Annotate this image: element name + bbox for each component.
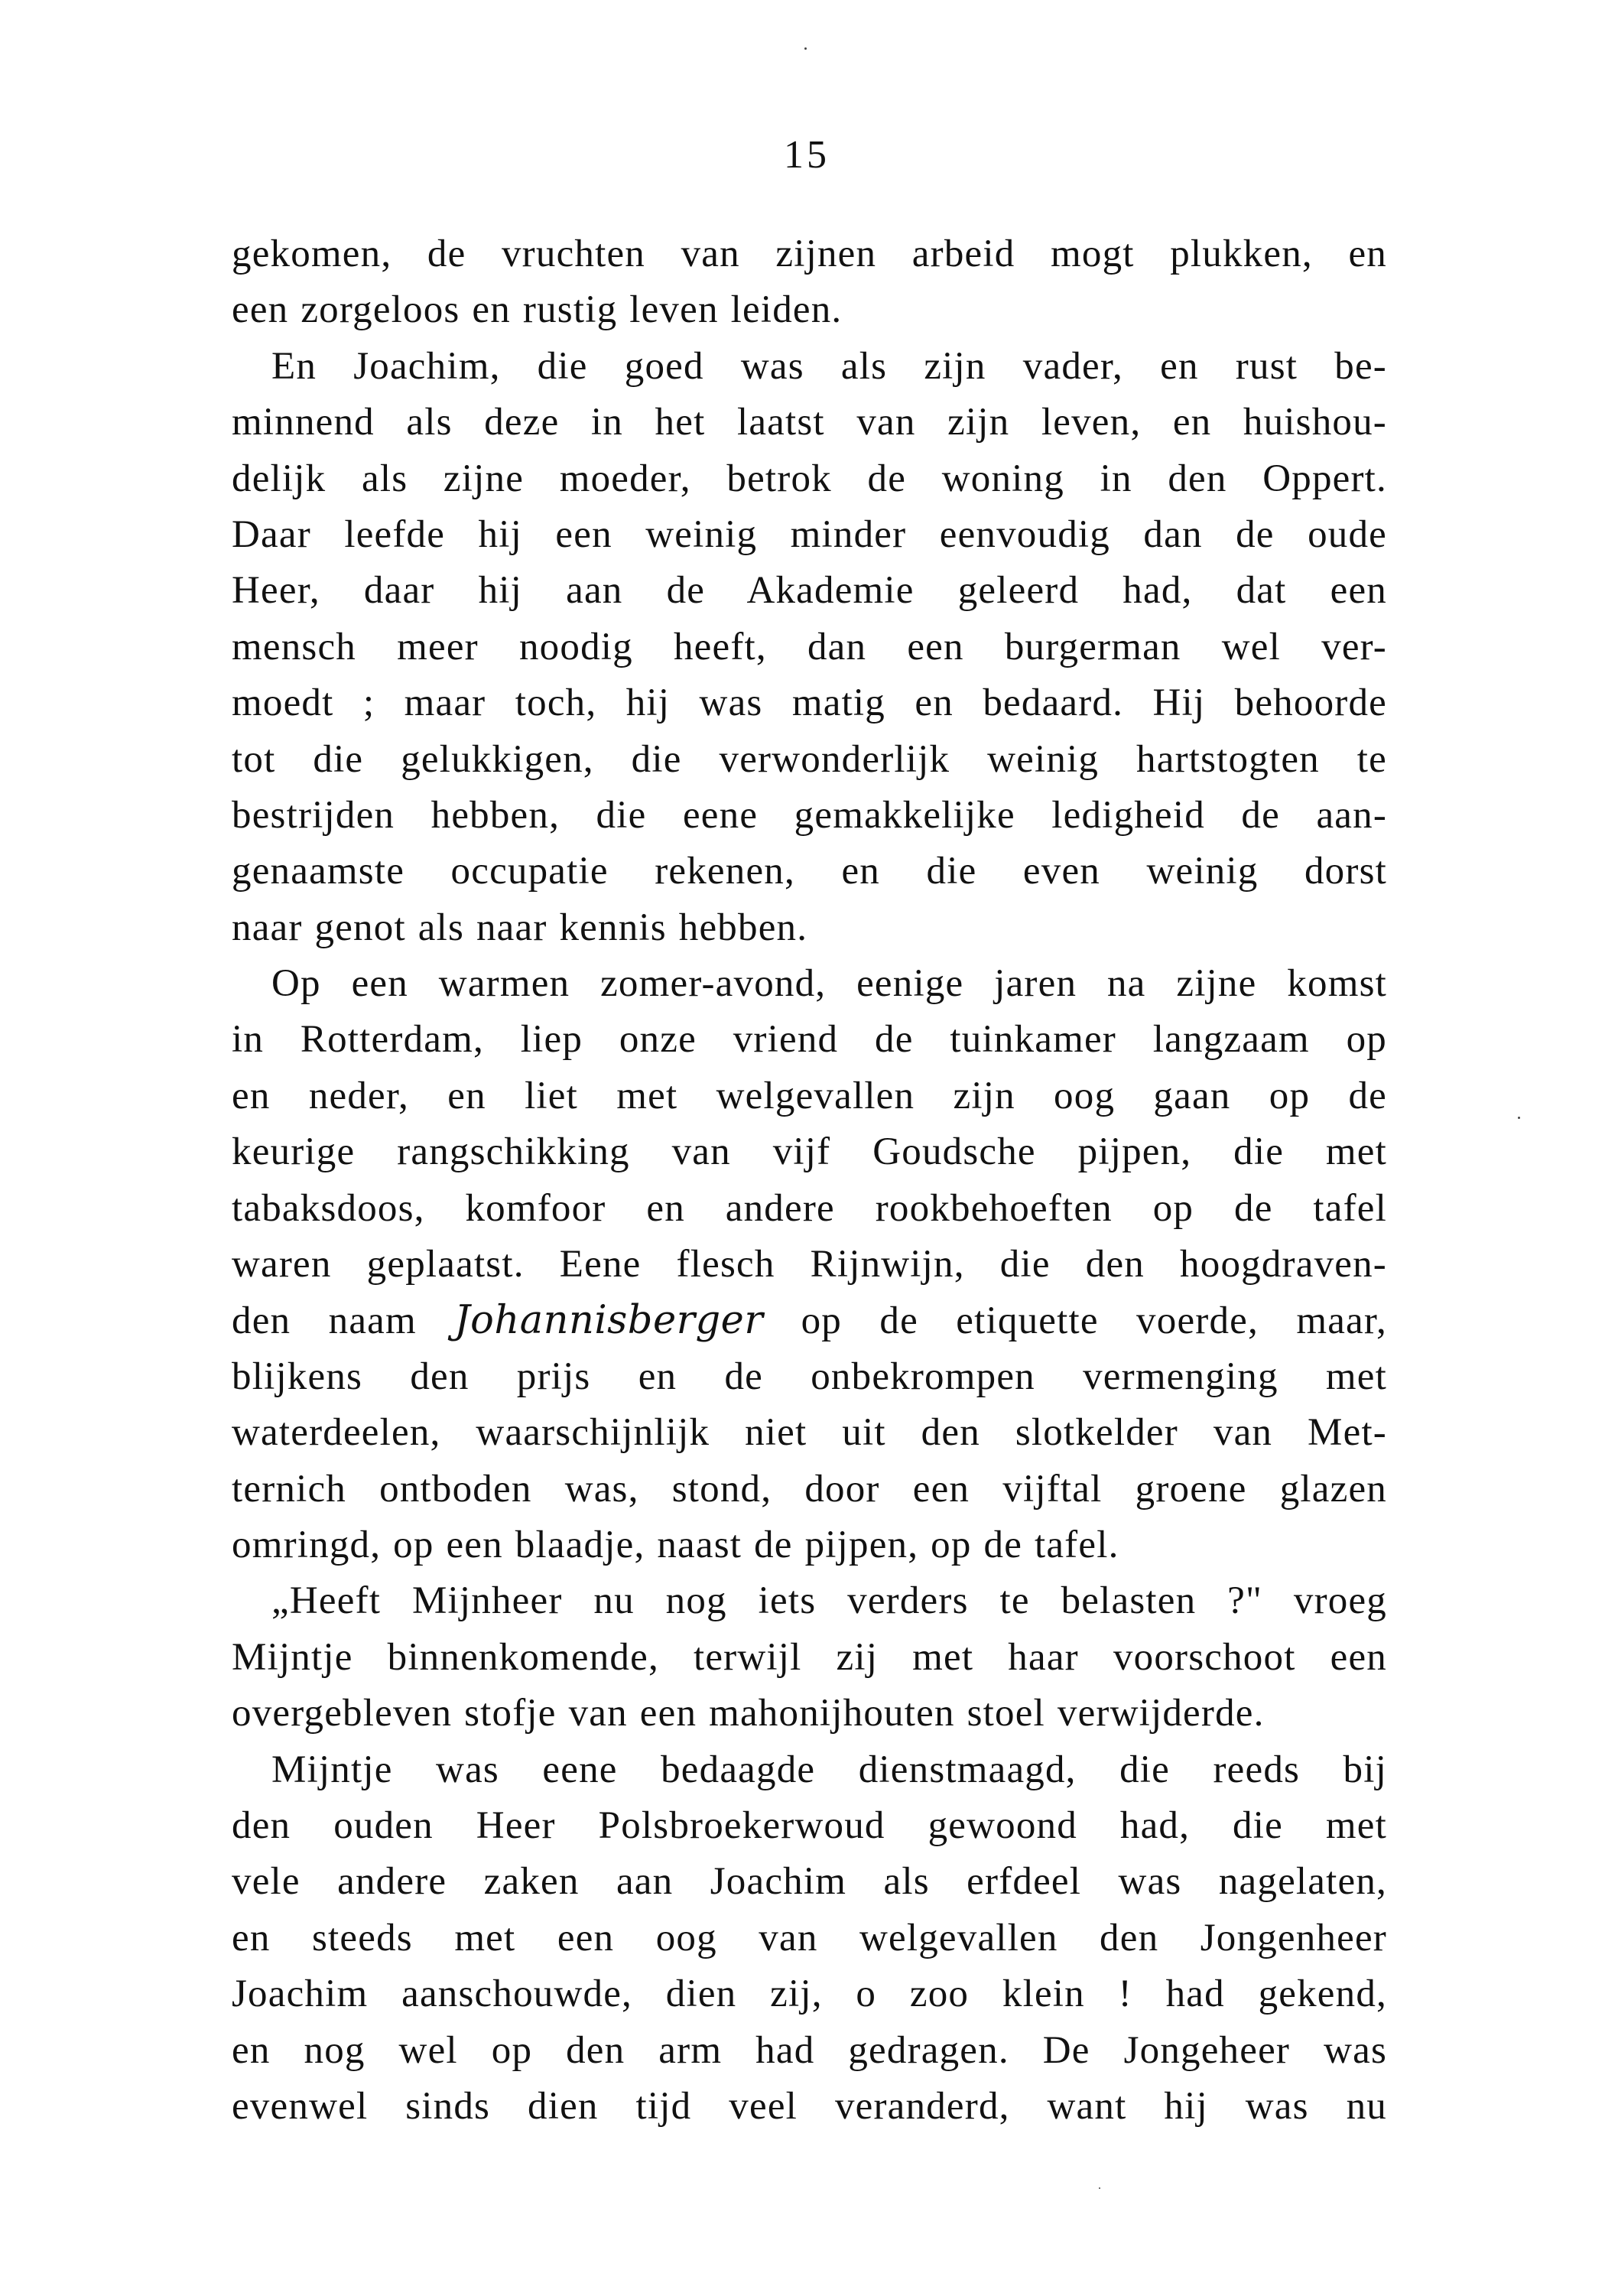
text-line: moedt ; maar toch, hij was matig en bedaard. Hij behoorde <box>232 681 1387 725</box>
text-line: waren geplaatst. Eene flesch Rijnwijn, die den hoogdraven- <box>232 1243 1387 1286</box>
text-line: Mijntje binnenkomende, terwijl zij met haar voorschoot een <box>232 1635 1387 1679</box>
page-number: 15 <box>784 133 830 177</box>
text-fragment: op de etiquette voerde, maar, <box>763 1299 1387 1343</box>
text-line: gekomen, de vruchten van zijnen arbeid mogt plukken, en <box>232 233 1387 275</box>
text-line: en steeds met een oog van welgevallen den Jongenheer <box>232 1916 1387 1959</box>
scan-speck <box>1518 1117 1520 1119</box>
text-line: minnend als deze in het laatst van zijn leven, en huishou- <box>232 401 1387 444</box>
text-line: delijk als zijne moeder, betrok de woning in den Oppert. <box>232 457 1387 500</box>
scan-speck <box>804 47 807 50</box>
body-text <box>232 226 1387 2135</box>
text-line: en neder, en liet met welgevallen zijn oog gaan op de <box>232 1074 1387 1117</box>
text-line: Heer, daar hij aan de Akademie geleerd had, dat een <box>232 569 1387 613</box>
paragraph-first-line: „Heeft Mijnheer nu nog iets verders te belasten ?" vroeg <box>271 1579 1387 1623</box>
text-line: bestrijden hebben, die eene gemakkelijke ledigheid de aan- <box>232 793 1387 837</box>
text-line: tabaksdoos, komfoor en andere rookbehoeften op de tafel <box>232 1186 1387 1230</box>
text-line: den ouden Heer Polsbroekerwoud gewoond had, die met <box>232 1803 1387 1847</box>
text-line: overgebleven stofje van een mahonijhouten stoel verwijderde. <box>232 1692 1265 1735</box>
text-line: en nog wel op den arm had gedragen. De Jongeheer was <box>232 2028 1387 2072</box>
italic-wine-name: Johannisberger <box>454 1298 764 1344</box>
text-line: genaamste occupatie rekenen, en die even weinig dorst <box>232 850 1387 893</box>
text-line: waterdeelen, waarschijnlijk niet uit den slotkelder van Met- <box>232 1411 1387 1455</box>
paragraph-first-line: Mijntje was eene bedaagde dienstmaagd, die reeds bij <box>271 1748 1387 1791</box>
paragraph-first-line: Op een warmen zomer-avond, eenige jaren na zijne komst <box>271 962 1387 1006</box>
text-line <box>232 1293 1387 1348</box>
paragraph-first-line: En Joachim, die goed was als zijn vader, en rust be- <box>271 344 1387 388</box>
text-line: Daar leefde hij een weinig minder eenvoudig dan de oude <box>232 512 1387 556</box>
text-line: tot die gelukkigen, die verwonderlijk weinig hartstogten te <box>232 737 1387 781</box>
text-line: een zorgeloos en rustig leven leiden. <box>232 288 843 332</box>
text-line: Joachim aanschouwde, dien zij, o zoo klein ! had gekend, <box>232 1972 1387 2016</box>
text-fragment: den naam <box>232 1299 455 1343</box>
text-line: ternich ontboden was, stond, door een vijftal groene glazen <box>232 1467 1387 1511</box>
text-line: mensch meer noodig heeft, dan een burgerman wel ver- <box>232 625 1387 668</box>
text-line: vele andere zaken aan Joachim als erfdeel was nagelaten, <box>232 1860 1387 1904</box>
text-line: naar genot als naar kennis hebben. <box>232 906 808 949</box>
text-line: keurige rangschikking van vijf Goudsche pijpen, die met <box>232 1130 1387 1174</box>
text-line: blijkens den prijs en de onbekrompen vermenging met <box>232 1355 1387 1398</box>
scan-speck <box>1099 2187 1100 2189</box>
text-line: evenwel sinds dien tijd veel veranderd, want hij was nu <box>232 2084 1387 2128</box>
text-line: omringd, op een blaadje, naast de pijpen, op de tafel. <box>232 1523 1119 1566</box>
text-line: in Rotterdam, liep onze vriend de tuinkamer langzaam op <box>232 1018 1387 1062</box>
